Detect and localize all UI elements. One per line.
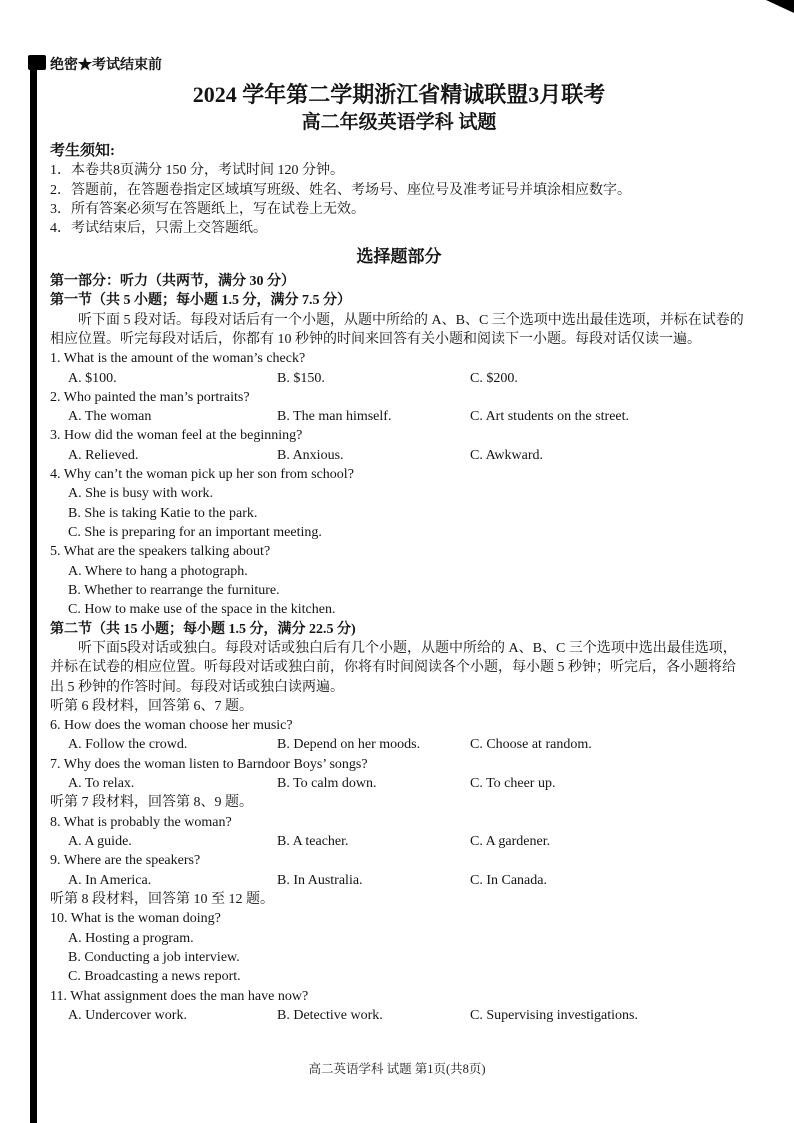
question-3-option-c: C. Awkward. — [470, 447, 543, 463]
question-3 — [50, 426, 748, 465]
part1-section1-instructions: 听下面 5 段对话。每段对话后有一个小题，从题中所给的 A、B、C 三个选项中选出最佳选项，并标在试卷的相应位置。听完每段对话后，你都有 10 秒钟的时间来回答有关小题和阅读下一小题。每段对话仅读一遍。 — [50, 312, 744, 347]
question-1-text: 1. What is the amount of the woman’s check? — [50, 351, 306, 367]
candidate-notice-item-2: 2．答题前，在答题卷指定区域填写班级、姓名、考场号、座位号及准考证号并填涂相应数字。 — [50, 182, 631, 198]
question-6-option-a: A. Follow the crowd. — [68, 737, 188, 753]
question-5-option-a: A. Where to hang a photograph. — [68, 563, 248, 579]
question-7 — [50, 755, 748, 794]
question-1 — [50, 349, 748, 388]
question-4 — [50, 465, 748, 542]
exam-subtitle: 高二年级英语学科 试题 — [301, 111, 497, 133]
question-8 — [50, 813, 748, 852]
question-11-text: 11. What assignment does the man have now? — [50, 988, 309, 1004]
question-8-option-a: A. A guide. — [68, 834, 132, 850]
question-10-option-b: B. Conducting a job interview. — [68, 949, 240, 965]
question-7-options — [50, 774, 748, 793]
question-9-option-c: C. In Canada. — [470, 872, 547, 888]
question-1-option-b: B. $150. — [277, 370, 325, 386]
question-5-option-c: C. How to make use of the space in the kitchen. — [68, 602, 336, 618]
question-4-option-b: B. She is taking Katie to the park. — [68, 505, 258, 521]
question-7-option-b: B. To calm down. — [277, 776, 377, 792]
question-1-option-c: C. $200. — [470, 370, 518, 386]
question-10 — [50, 909, 748, 986]
question-6-option-b: B. Depend on her moods. — [277, 737, 421, 753]
question-5 — [50, 542, 748, 619]
question-8-option-c: C. A gardener. — [470, 834, 551, 850]
question-2-option-a: A. The woman — [68, 409, 152, 425]
question-4-option-c: C. She is preparing for an important meeting. — [68, 525, 322, 541]
candidate-notice-item-4: 4．考试结束后，只需上交答题纸。 — [50, 221, 267, 237]
question-3-option-a: A. Relieved. — [68, 447, 139, 463]
part1-section2-instructions: 听下面5段对话或独白。每段对话或独白后有几个小题，从题中所给的 A、B、C 三个选项中选出最佳选项，并标在试卷的相应位置。听每段对话或独白前，你将有时间阅读各个小题，每小题 5 秒钟；听完后，各小题将给出 5 秒钟的作答时间。每段对话或独白读两遍。 — [50, 640, 737, 695]
question-3-options — [50, 446, 748, 465]
question-6-option-c: C. Choose at random. — [470, 737, 592, 753]
question-10-option-c: C. Broadcasting a news report. — [68, 969, 241, 985]
page-footer: 高二英语学科 试题 第1页(共8页) — [308, 1062, 486, 1076]
question-9-option-b: B. In Australia. — [277, 872, 363, 888]
question-2-text: 2. Who painted the man’s portraits? — [50, 389, 250, 405]
question-1-options — [50, 369, 748, 388]
question-5-text: 5. What are the speakers talking about? — [50, 544, 271, 560]
question-11-option-a: A. Undercover work. — [68, 1007, 187, 1023]
question-8-options — [50, 832, 748, 851]
candidate-notice-item-3: 3．所有答案必须写在答题纸上，写在试卷上无效。 — [50, 201, 365, 217]
choice-part-heading: 选择题部分 — [356, 246, 442, 266]
question-6-text: 6. How does the woman choose her music? — [50, 718, 293, 734]
part1-section1-heading: 第一节（共 5 小题；每小题 1.5 分，满分 7.5 分） — [50, 293, 351, 309]
question-8-text: 8. What is probably the woman? — [50, 814, 232, 830]
listening-cue-3: 听第 8 段材料，回答第 10 至 12 题。 — [50, 891, 274, 907]
question-9-option-a: A. In America. — [68, 872, 152, 888]
question-7-text: 7. Why does the woman listen to Barndoor Boys’ songs? — [50, 756, 368, 772]
question-3-text: 3. How did the woman feel at the beginning? — [50, 428, 303, 444]
question-2 — [50, 388, 748, 427]
question-11 — [50, 987, 748, 1026]
question-6-options — [50, 735, 748, 754]
question-6 — [50, 716, 748, 755]
question-2-option-c: C. Art students on the street. — [470, 409, 630, 425]
part1-heading: 第一部分：听力（共两节，满分 30 分） — [50, 273, 295, 289]
question-8-option-b: B. A teacher. — [277, 834, 349, 850]
question-9-options — [50, 871, 748, 890]
exam-title: 2024 学年第二学期浙江省精诚联盟3月联考 — [192, 82, 606, 108]
question-9 — [50, 851, 748, 890]
question-2-options — [50, 407, 748, 426]
question-7-option-c: C. To cheer up. — [470, 776, 556, 792]
question-4-text: 4. Why can’t the woman pick up her son from school? — [50, 467, 354, 483]
question-11-option-c: C. Supervising investigations. — [470, 1007, 638, 1023]
candidate-notice-item-1: 1．本卷共8页满分 150 分，考试时间 120 分钟。 — [50, 163, 344, 179]
security-notice: 绝密★考试结束前 — [50, 58, 162, 73]
question-10-text: 10. What is the woman doing? — [50, 911, 221, 927]
candidate-notice-heading: 考生须知: — [50, 142, 115, 159]
question-1-option-a: A. $100. — [68, 370, 117, 386]
listening-cue-1: 听第 6 段材料，回答第 6、7 题。 — [50, 698, 253, 714]
question-2-option-b: B. The man himself. — [277, 409, 392, 425]
part1-section2-heading: 第二节（共 15 小题；每小题 1.5 分，满分 22.5 分) — [50, 621, 356, 637]
question-11-options — [50, 1006, 748, 1025]
question-9-text: 9. Where are the speakers? — [50, 853, 201, 869]
question-4-option-a: A. She is busy with work. — [68, 486, 214, 502]
question-7-option-a: A. To relax. — [68, 776, 135, 792]
question-5-option-b: B. Whether to rearrange the furniture. — [68, 582, 280, 598]
question-3-option-b: B. Anxious. — [277, 447, 344, 463]
question-10-option-a: A. Hosting a program. — [68, 930, 194, 946]
listening-cue-2: 听第 7 段材料，回答第 8、9 题。 — [50, 795, 253, 811]
question-11-option-b: B. Detective work. — [277, 1007, 383, 1023]
